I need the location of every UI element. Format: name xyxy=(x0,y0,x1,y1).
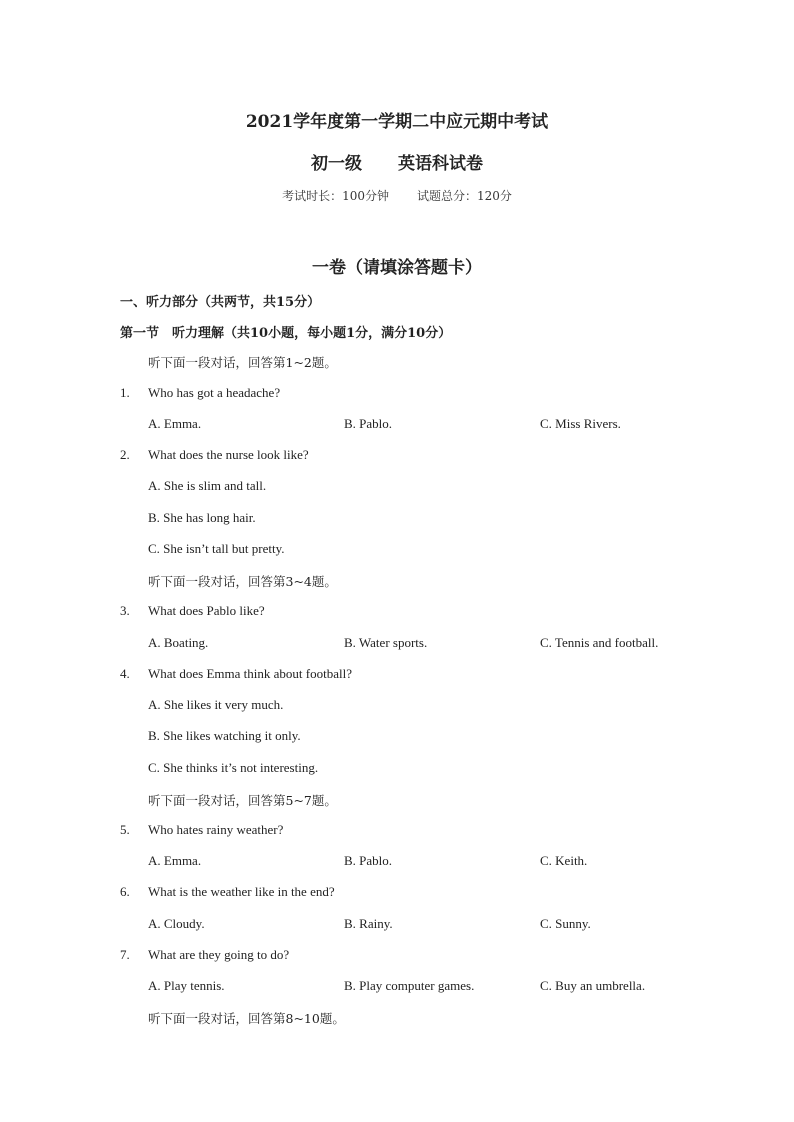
instruction-1: 听下面一段对话，回答第1~2题。 xyxy=(148,355,337,370)
option-c: C. Miss Rivers. xyxy=(540,416,621,431)
option-a: A. Emma. xyxy=(148,853,202,868)
option-b: B. Pablo. xyxy=(344,853,393,868)
question-text: What does Emma think about football? xyxy=(148,666,352,681)
exam-meta-line xyxy=(0,187,794,204)
question-text: Who hates rainy weather? xyxy=(148,822,284,837)
option-a: A. She is slim and tall. xyxy=(148,478,267,493)
duration-label: 考试时长：100分钟 xyxy=(282,189,389,203)
instruction-3: 听下面一段对话，回答第5~7题。 xyxy=(148,793,337,808)
option-b: B. Pablo. xyxy=(344,416,393,431)
option-c: C. She thinks it’s not interesting. xyxy=(148,760,319,775)
option-b: B. Rainy. xyxy=(344,916,393,931)
option-a: A. Cloudy. xyxy=(148,916,205,931)
question-text: What does the nurse look like? xyxy=(148,447,309,462)
option-c: C. Buy an umbrella. xyxy=(540,978,646,993)
option-b: B. She likes watching it only. xyxy=(148,728,301,743)
question-text: What does Pablo like? xyxy=(148,603,265,618)
option-b: B. Water sports. xyxy=(344,635,428,650)
question-text: Who has got a headache? xyxy=(148,385,281,400)
part-title: 一、听力部分（共两节，共15分） xyxy=(120,295,321,310)
exam-title: 2021学年度第一学期二中应元期中考试 xyxy=(245,112,549,132)
option-c: C. She isn’t tall but pretty. xyxy=(148,541,285,556)
question-number: 7. xyxy=(120,947,130,962)
question-number: 3. xyxy=(120,603,130,618)
total-score-label: 试题总分：120分 xyxy=(417,189,512,203)
question-text: What are they going to do? xyxy=(148,947,290,962)
section-title: 第一节 听力理解（共10小题，每小题1分，满分10分） xyxy=(120,326,452,341)
option-c: C. Tennis and football. xyxy=(540,635,659,650)
question-number: 5. xyxy=(120,822,130,837)
option-a: A. Boating. xyxy=(148,635,209,650)
option-a: A. She likes it very much. xyxy=(148,697,284,712)
option-c: C. Sunny. xyxy=(540,916,591,931)
question-number: 4. xyxy=(120,666,130,681)
instruction-4: 听下面一段对话，回答第8~10题。 xyxy=(148,1011,345,1026)
option-a: A. Play tennis. xyxy=(148,978,225,993)
instruction-2: 听下面一段对话，回答第3~4题。 xyxy=(148,574,337,589)
grade-label: 初一级 xyxy=(311,154,362,174)
option-c: C. Keith. xyxy=(540,853,588,868)
grade-subject-line xyxy=(0,149,794,174)
question-number: 2. xyxy=(120,447,130,462)
question-number: 1. xyxy=(120,385,130,400)
option-a: A. Emma. xyxy=(148,416,202,431)
option-b: B. She has long hair. xyxy=(148,510,256,525)
question-number: 6. xyxy=(120,884,130,899)
option-b: B. Play computer games. xyxy=(344,978,475,993)
volume-title: 一卷（请填涂答题卡） xyxy=(312,258,482,278)
question-text: What is the weather like in the end? xyxy=(148,884,335,899)
subject-label: 英语科试卷 xyxy=(398,154,483,174)
